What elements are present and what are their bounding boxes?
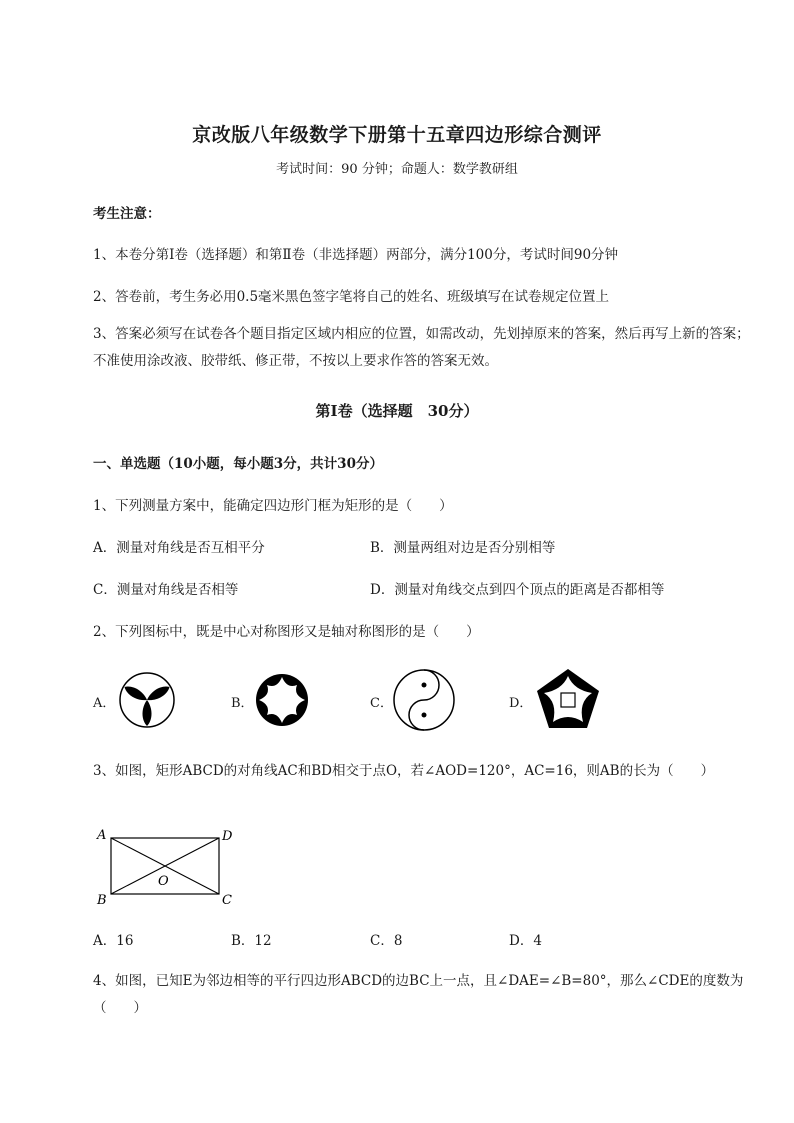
q4-stem: 4、如图，已知E为邻边相等的平行四边形ABCD的边BC上一点，且∠DAE=∠B=80°，那么∠CDE的度数为（ ） (93, 973, 744, 1016)
q2-stem: 2、下列图标中，既是中心对称图形又是轴对称图形的是（ ） (93, 624, 480, 640)
part-heading: 一、单选题（10小题，每小题3分，共计30分） (93, 456, 383, 472)
q3-rectangle-figure (93, 824, 241, 908)
q2-option-b-figure-star-ring-icon (254, 672, 310, 728)
page-subtitle: 考试时间：90 分钟；命题人：数学教研组 (276, 162, 518, 177)
q3-point-a-label: A (97, 828, 107, 843)
notice-item-3: 3、答案必须写在试卷各个题目指定区域内相应的位置，如需改动，先划掉原来的答案，然后再写上新的答案；不准使用涂改液、胶带纸、修正带，不按以上要求作答的答案无效。 (93, 326, 750, 369)
q2-option-d-figure-pentagon-icon (534, 666, 602, 732)
q3-option-b: B．12 (231, 933, 272, 949)
page-title: 京改版八年级数学下册第十五章四边形综合测评 (192, 124, 602, 146)
q2-option-d-label: D． (509, 696, 533, 711)
q3-stem: 3、如图，矩形ABCD的对角线AC和BD相交于点O，若∠AOD=120°，AC=16，则AB的长为（ ） (93, 763, 715, 779)
notice-item-1: 1、本卷分第Ⅰ卷（选择题）和第Ⅱ卷（非选择题）两部分，满分100分，考试时间90分钟 (93, 247, 619, 263)
q3-point-d-label: D (222, 829, 233, 844)
q3-option-c: C．8 (370, 933, 403, 949)
notice-item-2: 2、答卷前，考生务必用0.5毫米黑色签字笔将自己的姓名、班级填写在试卷规定位置上 (93, 289, 610, 305)
q1-option-b: B．测量两组对边是否分别相等 (370, 540, 556, 556)
q2-option-a-figure-three-petal-icon (117, 670, 177, 730)
q2-option-c-label: C． (370, 696, 393, 711)
q2-option-b-label: B． (231, 696, 254, 711)
q3-point-b-label: B (97, 893, 107, 908)
q3-option-d: D．4 (509, 933, 542, 949)
q3-point-c-label: C (222, 893, 232, 908)
q2-option-c-figure-yin-yang-icon (392, 668, 456, 732)
q2-option-a-label: A． (93, 696, 116, 711)
q3-option-a: A．16 (93, 933, 134, 949)
notice-heading: 考生注意： (93, 206, 161, 222)
q1-option-a: A．测量对角线是否互相平分 (93, 540, 265, 556)
q1-option-d: D．测量对角线交点到四个顶点的距离是否都相等 (370, 582, 665, 598)
section-title: 第Ⅰ卷（选择题 30分） (315, 402, 479, 420)
q1-option-c: C．测量对角线是否相等 (93, 582, 239, 598)
q1-stem: 1、下列测量方案中，能确定四边形门框为矩形的是（ ） (93, 498, 453, 514)
q3-point-o-label: O (158, 874, 169, 889)
